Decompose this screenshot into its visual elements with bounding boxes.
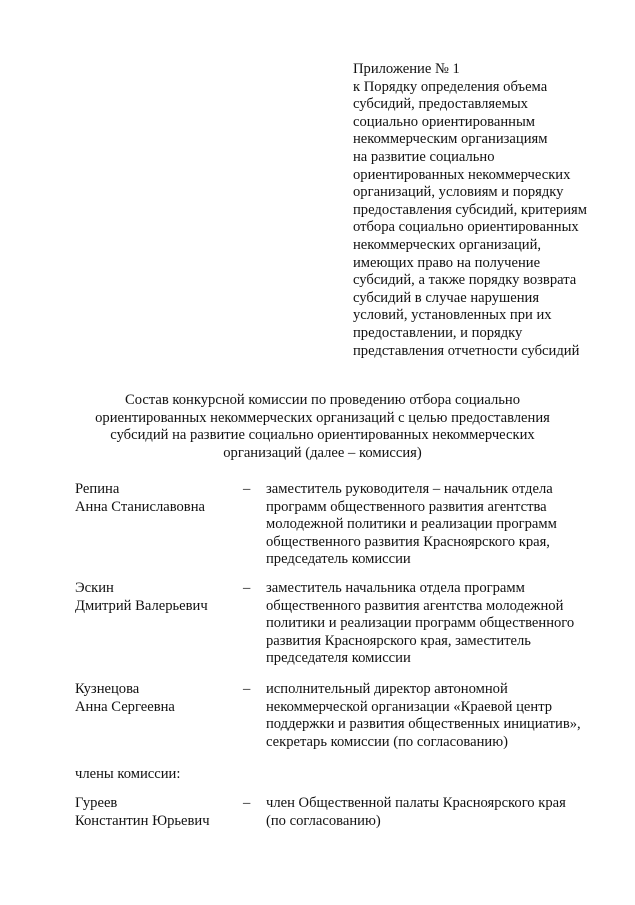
member-surname: Гуреев <box>75 795 118 811</box>
role-line: молодежной политики и реализации программ <box>266 516 557 533</box>
member-role <box>266 481 611 569</box>
role-line: общественного развития Красноярского края, <box>266 533 550 550</box>
appendix-line: условий, установленных при их <box>353 307 552 324</box>
appendix-line: Приложение № 1 <box>353 61 460 77</box>
role-line: заместитель руководителя – начальник отдела <box>266 481 553 497</box>
role-line: политики и реализации программ общественного <box>266 615 575 632</box>
appendix-header <box>353 61 623 360</box>
appendix-line: некоммерческих организаций, <box>353 236 542 253</box>
role-line: развития Красноярского края, заместитель <box>266 632 531 649</box>
appendix-line: социально ориентированным <box>353 113 536 130</box>
member-surname: Репина <box>75 481 120 497</box>
member-given-names: Анна Станиславовна <box>75 498 205 515</box>
member-dash: – <box>243 481 251 497</box>
title-line: субсидий на развитие социально ориентированных некоммерческих <box>110 427 535 444</box>
member-name <box>75 481 240 516</box>
appendix-line: отбора социально ориентированных <box>353 219 579 236</box>
member-surname: Кузнецова <box>75 681 140 697</box>
appendix-line: предоставлении, и порядку <box>353 324 523 341</box>
member-given-names: Дмитрий Валерьевич <box>75 597 208 614</box>
member-surname: Эскин <box>75 580 114 596</box>
appendix-line: представления отчетности субсидий <box>353 342 580 359</box>
member-role <box>266 795 611 830</box>
title-line: ориентированных некоммерческих организаций с целью предоставления <box>95 409 550 426</box>
appendix-line: некоммерческим организациям <box>353 131 548 148</box>
member-name <box>75 580 240 615</box>
appendix-line: субсидий, предоставляемых <box>353 96 528 113</box>
appendix-line: ориентированных некоммерческих <box>353 166 571 183</box>
member-name <box>75 795 240 830</box>
member-given-names: Константин Юрьевич <box>75 812 210 829</box>
role-line: председателя комиссии <box>266 650 411 667</box>
appendix-line: предоставления субсидий, критериям <box>353 201 587 218</box>
role-line: программ общественного развития агентства <box>266 498 547 515</box>
role-line: (по согласованию) <box>266 812 381 829</box>
role-line: исполнительный директор автономной <box>266 681 508 697</box>
title-line: организаций (далее – комиссия) <box>223 444 422 461</box>
appendix-line: к Порядку определения объема <box>353 78 548 95</box>
appendix-line: имеющих право на получение <box>353 254 541 271</box>
appendix-line: субсидий в случае нарушения <box>353 289 540 306</box>
appendix-line: субсидий, а также порядку возврата <box>353 272 577 289</box>
member-name <box>75 681 240 716</box>
role-line: член Общественной палаты Красноярского края <box>266 795 566 811</box>
member-dash: – <box>243 580 251 596</box>
appendix-line: организаций, условиям и порядку <box>353 184 564 201</box>
members-heading: члены комиссии: <box>75 766 181 782</box>
member-given-names: Анна Сергеевна <box>75 698 175 715</box>
role-line: некоммерческой организации «Краевой центр <box>266 698 553 715</box>
member-dash: – <box>243 795 251 811</box>
role-line: председатель комиссии <box>266 551 411 568</box>
title-line: Состав конкурсной комиссии по проведению отбора социально <box>124 392 521 408</box>
role-line: общественного развития агентства молодежной <box>266 597 564 614</box>
member-dash: – <box>243 681 251 697</box>
role-line: поддержки и развития общественных инициатив», <box>266 716 581 733</box>
role-line: секретарь комиссии (по согласованию) <box>266 733 508 750</box>
member-role <box>266 681 611 751</box>
role-line: заместитель начальника отдела программ <box>266 580 525 596</box>
member-role <box>266 580 611 668</box>
document-title <box>60 392 585 462</box>
appendix-line: на развитие социально <box>353 148 495 165</box>
